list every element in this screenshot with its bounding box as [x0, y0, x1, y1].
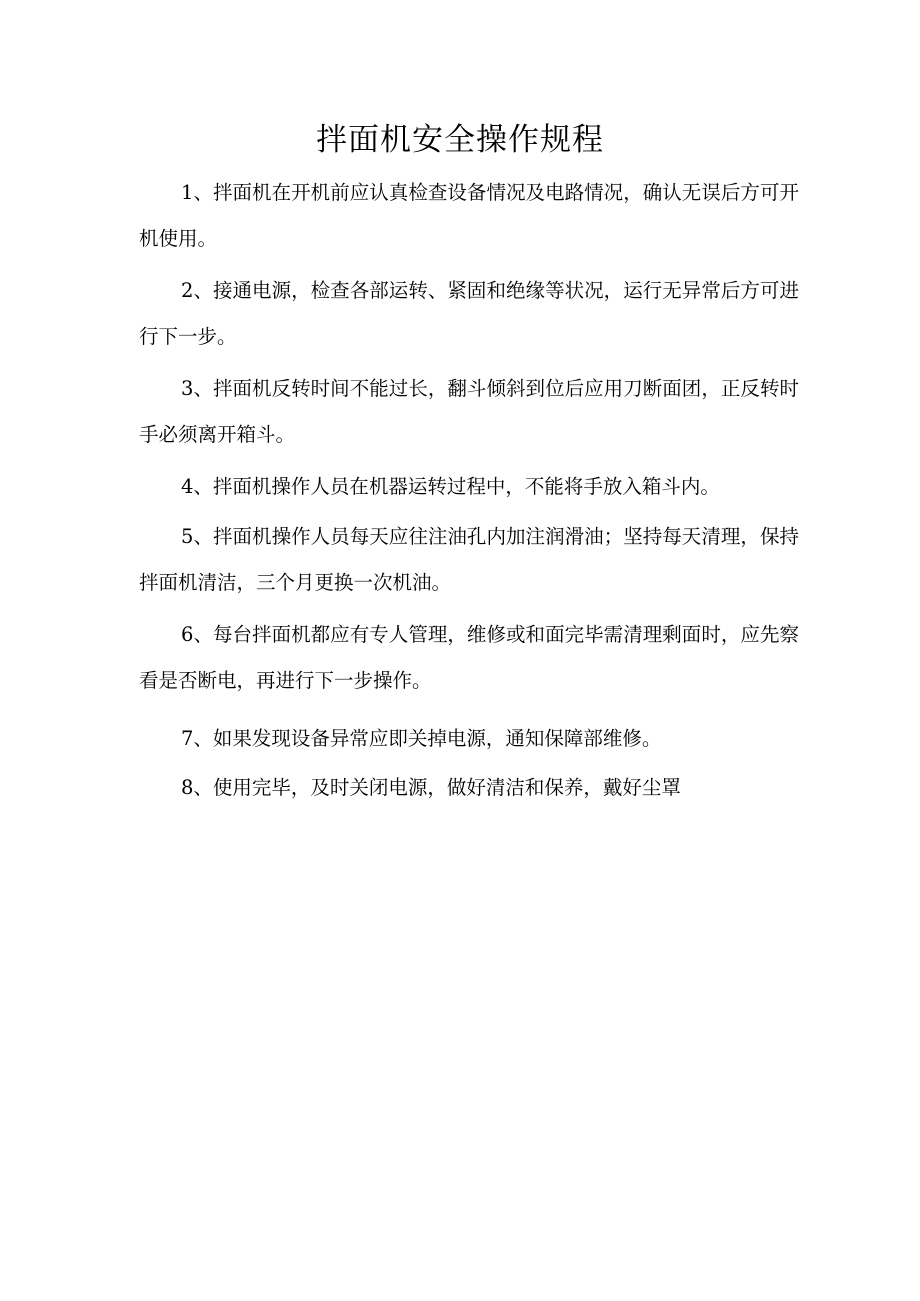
rule-item-8: 8、使用完毕，及时关闭电源，做好清洁和保养，戴好尘罩	[181, 776, 681, 799]
rule-item-4: 4、拌面机操作人员在机器运转过程中，不能将手放入箱斗内。	[181, 475, 720, 498]
rule-item-5: 5、拌面机操作人员每天应往注油孔内加注润滑油；坚持每天清理，保持拌面机清洁，三个月更换一次机油。	[139, 525, 799, 594]
rule-item-6: 6、每台拌面机都应有专人管理，维修或和面完毕需清理剩面时，应先察看是否断电，再进行下一步操作。	[139, 623, 799, 692]
rule-item-7: 7、如果发现设备异常应即关掉电源，通知保障部维修。	[181, 727, 662, 750]
rule-item-2: 2、接通电源，检查各部运转、紧固和绝缘等状况，运行无异常后方可进行下一步。	[139, 279, 799, 348]
document-title: 拌面机安全操作规程	[316, 122, 604, 158]
rule-item-3: 3、拌面机反转时间不能过长，翻斗倾斜到位后应用刀断面团，正反转时手必须离开箱斗。	[139, 377, 799, 446]
rule-item-1: 1、拌面机在开机前应认真检查设备情况及电路情况，确认无误后方可开机使用。	[139, 181, 799, 250]
